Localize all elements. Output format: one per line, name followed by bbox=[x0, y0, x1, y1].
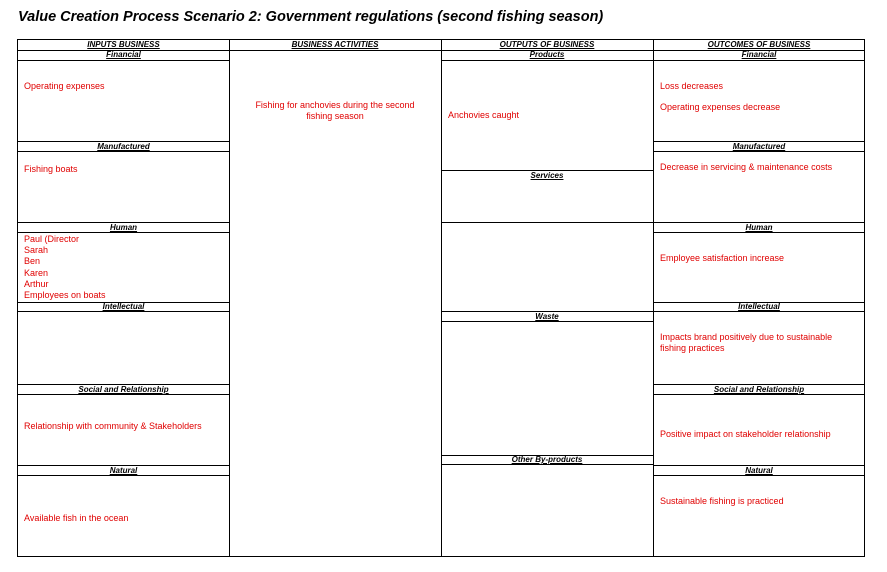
outputs-waste-label: Waste bbox=[535, 312, 559, 321]
outcomes-human-item: Employee satisfaction increase bbox=[660, 253, 785, 263]
outcomes-social-label: Social and Relationship bbox=[713, 385, 805, 394]
inputs-intellectual-label: Intellectual bbox=[102, 302, 145, 311]
outcomes-intellectual-label: Intellectual bbox=[738, 302, 780, 311]
outcomes-human-label: Human bbox=[745, 223, 773, 232]
inputs-human-item: Employees on boats bbox=[24, 290, 106, 300]
inputs-human-label: Human bbox=[109, 223, 138, 232]
column-divider bbox=[653, 40, 654, 556]
outcomes-natural-label: Natural bbox=[745, 466, 773, 475]
inputs-manufactured-label: Manufactured bbox=[97, 142, 150, 151]
inputs-natural-label: Natural bbox=[109, 466, 138, 475]
inputs-natural-item: Available fish in the ocean bbox=[24, 513, 129, 523]
outcomes-financial-label: Financial bbox=[741, 50, 777, 59]
inputs-human-item: Arthur bbox=[24, 279, 49, 289]
inputs-human-item: Paul (Director bbox=[24, 234, 80, 244]
inputs-manufactured-item: Fishing boats bbox=[24, 164, 78, 174]
inputs-human-item: Sarah bbox=[24, 245, 49, 255]
activities-text: Fishing for anchovies during the second fishing season bbox=[255, 100, 415, 121]
inputs-human-item: Ben bbox=[24, 256, 41, 266]
value-creation-table bbox=[17, 39, 865, 557]
outcomes-social-item: Positive impact on stakeholder relationship bbox=[660, 429, 831, 439]
header-outcomes: OUTCOMES OF BUSINESS bbox=[707, 40, 811, 49]
outcomes-natural-item: Sustainable fishing is practiced bbox=[660, 496, 784, 506]
inputs-financial-label: Financial bbox=[106, 50, 141, 59]
header-activities: BUSINESS ACTIVITIES bbox=[291, 40, 379, 49]
column-divider bbox=[229, 40, 230, 556]
outcomes-financial-item: Loss decreases bbox=[660, 81, 724, 91]
inputs-human-item: Karen bbox=[24, 268, 49, 278]
header-inputs: INPUTS BUSINESS bbox=[87, 40, 160, 49]
outputs-services-label: Services bbox=[530, 171, 564, 180]
outcomes-manufactured-item: Decrease in servicing & maintenance costs bbox=[660, 162, 833, 172]
outcomes-intellectual-item: Impacts brand positively due to sustainable fishing practices bbox=[660, 332, 833, 353]
outputs-products-label: Products bbox=[529, 50, 565, 59]
page-title: Value Creation Process Scenario 2: Government regulations (second fishing season) bbox=[18, 9, 604, 25]
column-divider bbox=[441, 40, 442, 556]
outputs-byproducts-label: Other By-products bbox=[511, 455, 583, 464]
outcomes-manufactured-label: Manufactured bbox=[732, 142, 786, 151]
outcomes-financial-item: Operating expenses decrease bbox=[660, 102, 781, 112]
outputs-products-item: Anchovies caught bbox=[448, 110, 520, 120]
inputs-financial-item: Operating expenses bbox=[24, 81, 105, 91]
inputs-social-item: Relationship with community & Stakeholders bbox=[24, 421, 202, 431]
inputs-social-label: Social and Relationship bbox=[78, 385, 169, 394]
header-outputs: OUTPUTS OF BUSINESS bbox=[499, 40, 595, 49]
